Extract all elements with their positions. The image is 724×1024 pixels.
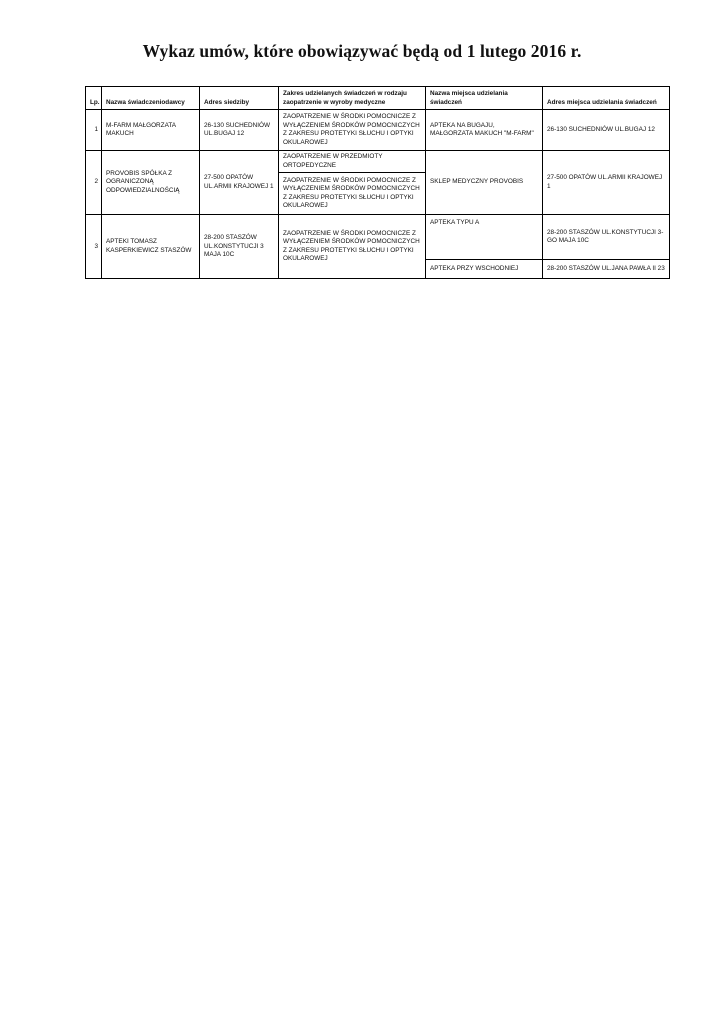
header-place-address: Adres miejsca udzielania świadczeń <box>543 87 670 110</box>
cell-place-address: 28-200 STASZÓW UL.JANA PAWŁA II 23 <box>543 260 670 279</box>
cell-scope: ZAOPATRZENIE W ŚRODKI POMOCNICZE Z WYŁĄCZENIEM ŚRODKÓW POMOCNICZYCH Z ZAKRESU PROTETYKI SŁUCHU I OPTYKI OKULAROWEJ <box>279 215 426 279</box>
contracts-table <box>85 86 670 279</box>
header-provider-name: Nazwa świadczeniodawcy <box>102 87 200 110</box>
cell-place-name: SKLEP MEDYCZNY PROVOBIS <box>426 151 543 215</box>
cell-place-name: APTEKA NA BUGAJU, MAŁGORZATA MAKUCH "M-FARM" <box>426 110 543 151</box>
cell-seat-address: 28-200 STASZÓW UL.KONSTYTUCJI 3 MAJA 10C <box>200 215 279 279</box>
header-seat-address: Adres siedziby <box>200 87 279 110</box>
table-header-row <box>86 87 670 110</box>
document-title: Wykaz umów, które obowiązywać będą od 1 lutego 2016 r. <box>142 41 582 61</box>
table-row <box>86 151 670 173</box>
cell-provider-name: PROVOBIS SPÓŁKA Z OGRANICZONĄ ODPOWIEDZIALNOŚCIĄ <box>102 151 200 215</box>
cell-place-name: APTEKA PRZY WSCHODNIEJ <box>426 260 543 279</box>
cell-scope: ZAOPATRZENIE W ŚRODKI POMOCNICZE Z WYŁĄCZENIEM ŚRODKÓW POMOCNICZYCH Z ZAKRESU PROTETYKI SŁUCHU I OPTYKI OKULAROWEJ <box>279 173 426 215</box>
header-lp: Lp. <box>86 87 102 110</box>
cell-seat-address: 26-130 SUCHEDNIÓW UL.BUGAJ 12 <box>200 110 279 151</box>
cell-scope: ZAOPATRZENIE W PRZEDMIOTY ORTOPEDYCZNE <box>279 151 426 173</box>
cell-provider-name: M-FARM MAŁGORZATA MAKUCH <box>102 110 200 151</box>
cell-lp: 1 <box>86 110 102 151</box>
cell-lp: 2 <box>86 151 102 215</box>
cell-seat-address: 27-500 OPATÓW UL.ARMII KRAJOWEJ 1 <box>200 151 279 215</box>
table-row <box>86 215 670 260</box>
cell-provider-name: APTEKI TOMASZ KASPERKIEWICZ STASZÓW <box>102 215 200 279</box>
cell-scope: ZAOPATRZENIE W ŚRODKI POMOCNICZE Z WYŁĄCZENIEM ŚRODKÓW POMOCNICZYCH Z ZAKRESU PROTETYKI SŁUCHU I OPTYKI OKULAROWEJ <box>279 110 426 151</box>
cell-place-name: APTEKA TYPU A <box>426 215 543 260</box>
cell-place-address: 27-500 OPATÓW UL.ARMII KRAJOWEJ 1 <box>543 151 670 215</box>
cell-place-address: 28-200 STASZÓW UL.KONSTYTUCJI 3-GO MAJA 10C <box>543 215 670 260</box>
header-place-name: Nazwa miejsca udzielania świadczeń <box>426 87 543 110</box>
header-scope: Zakres udzielanych świadczeń w rodzaju zaopatrzenie w wyroby medyczne <box>279 87 426 110</box>
cell-lp: 3 <box>86 215 102 279</box>
cell-place-address: 26-130 SUCHEDNIÓW UL.BUGAJ 12 <box>543 110 670 151</box>
table-row <box>86 110 670 151</box>
